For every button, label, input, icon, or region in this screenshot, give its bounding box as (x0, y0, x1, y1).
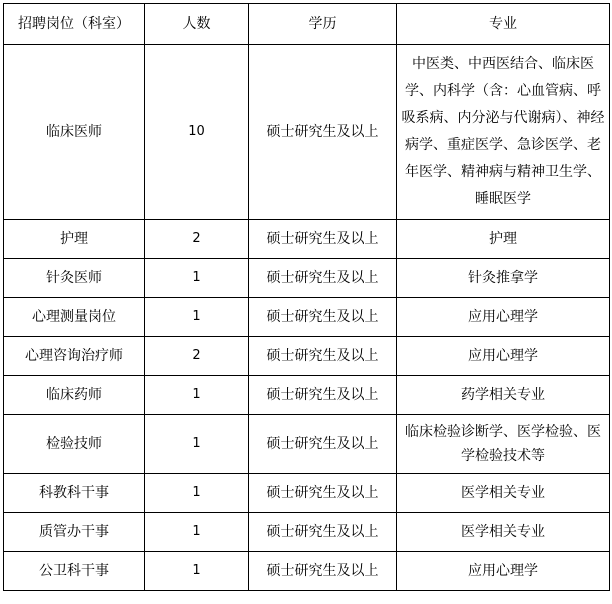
table-row (4, 513, 610, 552)
cell-education: 硕士研究生及以上 (249, 376, 397, 415)
cell-count: 1 (145, 298, 249, 337)
header-position: 招聘岗位（科室） (4, 4, 145, 45)
table-row (4, 415, 610, 474)
cell-education: 硕士研究生及以上 (249, 45, 397, 220)
cell-count: 1 (145, 415, 249, 474)
table-row (4, 45, 610, 220)
cell-position: 护理 (4, 220, 145, 259)
cell-count: 1 (145, 259, 249, 298)
cell-major: 应用心理学 (397, 337, 610, 376)
cell-count: 1 (145, 513, 249, 552)
cell-major: 医学相关专业 (397, 513, 610, 552)
header-education: 学历 (249, 4, 397, 45)
header-major: 专业 (397, 4, 610, 45)
cell-education: 硕士研究生及以上 (249, 552, 397, 591)
recruitment-table (3, 3, 610, 591)
header-count: 人数 (145, 4, 249, 45)
table-row (4, 474, 610, 513)
table-row (4, 376, 610, 415)
table-row (4, 259, 610, 298)
cell-position: 临床医师 (4, 45, 145, 220)
cell-position: 检验技师 (4, 415, 145, 474)
cell-count: 2 (145, 220, 249, 259)
cell-count: 1 (145, 474, 249, 513)
cell-major: 药学相关专业 (397, 376, 610, 415)
cell-major: 护理 (397, 220, 610, 259)
table-row (4, 552, 610, 591)
cell-education: 硕士研究生及以上 (249, 474, 397, 513)
cell-position: 质管办干事 (4, 513, 145, 552)
cell-education: 硕士研究生及以上 (249, 220, 397, 259)
cell-position: 临床药师 (4, 376, 145, 415)
cell-count: 10 (145, 45, 249, 220)
header-row (4, 4, 610, 45)
cell-major: 应用心理学 (397, 298, 610, 337)
cell-position: 公卫科干事 (4, 552, 145, 591)
cell-education: 硕士研究生及以上 (249, 298, 397, 337)
table-row (4, 220, 610, 259)
cell-major: 临床检验诊断学、医学检验、医学检验技术等 (397, 415, 610, 474)
cell-major: 医学相关专业 (397, 474, 610, 513)
cell-count: 1 (145, 552, 249, 591)
cell-major: 中医类、中西医结合、临床医学、内科学（含：心血管病、呼吸系病、内分泌与代谢病）、神经病学、重症医学、急诊医学、老年医学、精神病与精神卫生学、睡眠医学 (397, 45, 610, 220)
cell-position: 心理咨询治疗师 (4, 337, 145, 376)
table-row (4, 298, 610, 337)
cell-position: 心理测量岗位 (4, 298, 145, 337)
cell-major: 针灸推拿学 (397, 259, 610, 298)
cell-count: 2 (145, 337, 249, 376)
cell-education: 硕士研究生及以上 (249, 337, 397, 376)
cell-education: 硕士研究生及以上 (249, 259, 397, 298)
cell-position: 科教科干事 (4, 474, 145, 513)
cell-major: 应用心理学 (397, 552, 610, 591)
cell-education: 硕士研究生及以上 (249, 415, 397, 474)
cell-education: 硕士研究生及以上 (249, 513, 397, 552)
cell-count: 1 (145, 376, 249, 415)
cell-position: 针灸医师 (4, 259, 145, 298)
table-row (4, 337, 610, 376)
